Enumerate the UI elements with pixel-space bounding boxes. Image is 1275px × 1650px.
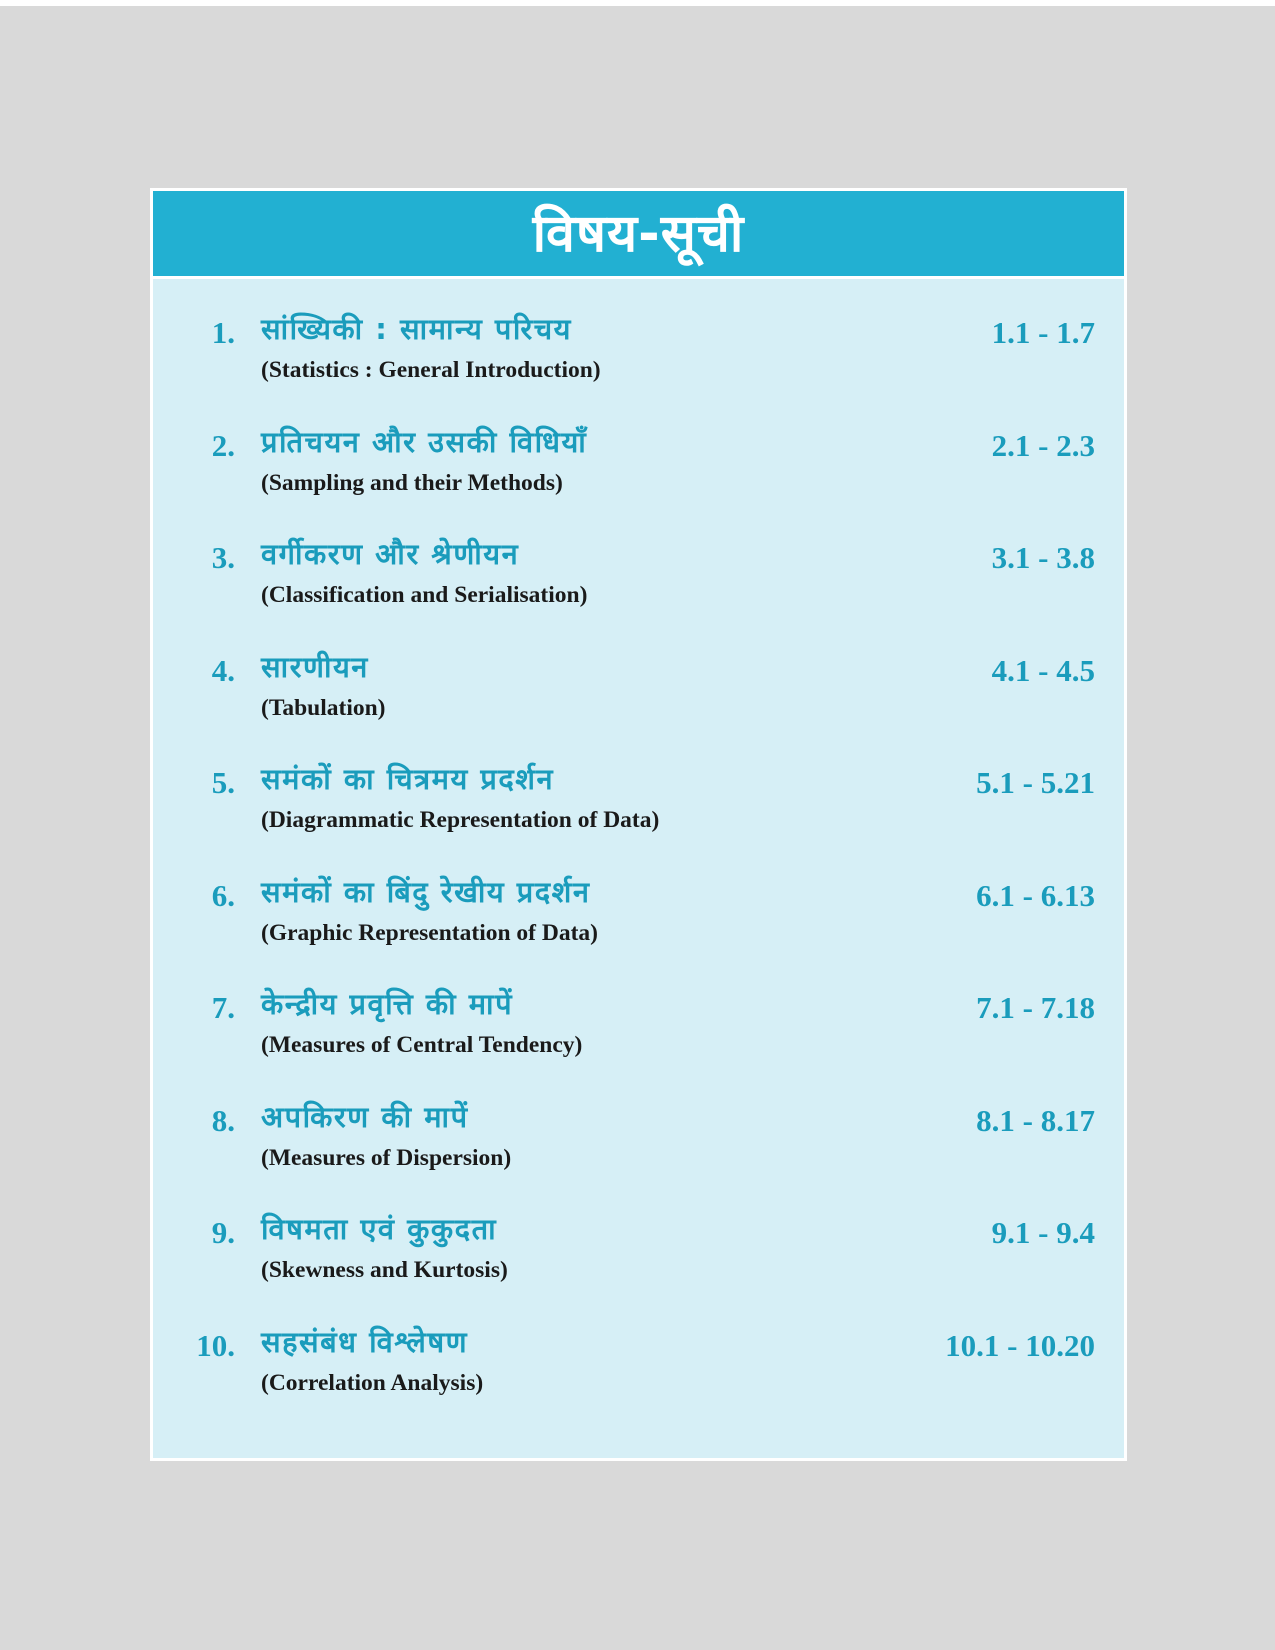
chapter-page-range: 4.1 - 4.5 <box>991 652 1095 688</box>
chapter-title-english: (Diagrammatic Representation of Data) <box>261 807 660 833</box>
page-title: विषय-सूची <box>532 204 745 264</box>
toc-item-1[interactable] <box>153 312 1124 436</box>
toc-item-9[interactable] <box>153 1212 1124 1336</box>
chapter-title-hindi: अपकिरण की मापें <box>261 1099 469 1134</box>
chapter-number: 4. <box>211 652 235 688</box>
chapter-title-english: (Correlation Analysis) <box>261 1369 484 1396</box>
chapter-title-english: (Skewness and Kurtosis) <box>261 1257 508 1283</box>
toc-item-10[interactable] <box>153 1324 1124 1436</box>
chapter-title-english: (Tabulation) <box>261 694 386 721</box>
chapter-title-english: (Graphic Representation of Data) <box>261 919 599 946</box>
toc-header-bar <box>153 191 1124 279</box>
chapter-page-range: 8.1 - 8.17 <box>976 1102 1095 1138</box>
table-of-contents-card <box>150 188 1127 1461</box>
chapter-page-range: 6.1 - 6.13 <box>976 877 1095 913</box>
toc-item-5[interactable] <box>153 762 1124 886</box>
chapter-number: 6. <box>211 877 235 913</box>
chapter-number: 10. <box>196 1327 235 1363</box>
chapter-page-range: 10.1 - 10.20 <box>945 1327 1095 1363</box>
page-top-edge <box>0 0 1275 6</box>
chapter-number: 3. <box>211 540 235 575</box>
chapter-title-hindi: समंकों का बिंदु रेखीय प्रदर्शन <box>261 874 591 909</box>
chapter-title-hindi: सारणीयन <box>261 649 369 684</box>
toc-item-3[interactable] <box>153 537 1124 661</box>
chapter-title-hindi: वर्गीकरण और श्रेणीयन <box>261 537 520 571</box>
chapter-title-english: (Classification and Serialisation) <box>261 582 588 608</box>
chapter-title-hindi: प्रतिचयन और उसकी विधियाँ <box>261 424 588 459</box>
toc-item-6[interactable] <box>153 874 1124 999</box>
chapter-number: 9. <box>211 1215 235 1250</box>
chapter-title-english: (Measures of Dispersion) <box>261 1144 512 1171</box>
chapter-title-hindi: सहसंबंध विश्लेषण <box>261 1324 469 1359</box>
chapter-number: 5. <box>211 765 235 800</box>
toc-item-8[interactable] <box>153 1099 1124 1224</box>
chapter-title-english: (Sampling and their Methods) <box>261 469 563 496</box>
chapter-page-range: 1.1 - 1.7 <box>991 315 1095 350</box>
chapter-number: 8. <box>211 1102 235 1138</box>
chapter-number: 1. <box>211 315 235 350</box>
chapter-title-hindi: समंकों का चित्रमय प्रदर्शन <box>261 762 555 796</box>
chapter-page-range: 9.1 - 9.4 <box>991 1215 1095 1250</box>
toc-item-2[interactable] <box>153 424 1124 549</box>
toc-item-7[interactable] <box>153 987 1124 1111</box>
chapter-page-range: 5.1 - 5.21 <box>976 765 1095 800</box>
chapter-title-english: (Statistics : General Introduction) <box>261 357 601 383</box>
chapter-title-hindi: केन्द्रीय प्रवृत्ति की मापें <box>261 987 514 1021</box>
chapter-page-range: 3.1 - 3.8 <box>991 540 1095 575</box>
chapter-page-range: 7.1 - 7.18 <box>976 990 1095 1025</box>
toc-item-4[interactable] <box>153 649 1124 774</box>
chapter-page-range: 2.1 - 2.3 <box>991 427 1095 463</box>
chapter-title-hindi: सांख्यिकी : सामान्य परिचय <box>261 312 573 346</box>
toc-list <box>153 312 1124 1436</box>
chapter-number: 2. <box>211 427 235 463</box>
chapter-number: 7. <box>211 990 235 1025</box>
chapter-title-english: (Measures of Central Tendency) <box>261 1032 583 1058</box>
chapter-title-hindi: विषमता एवं कुकुदता <box>261 1212 498 1246</box>
